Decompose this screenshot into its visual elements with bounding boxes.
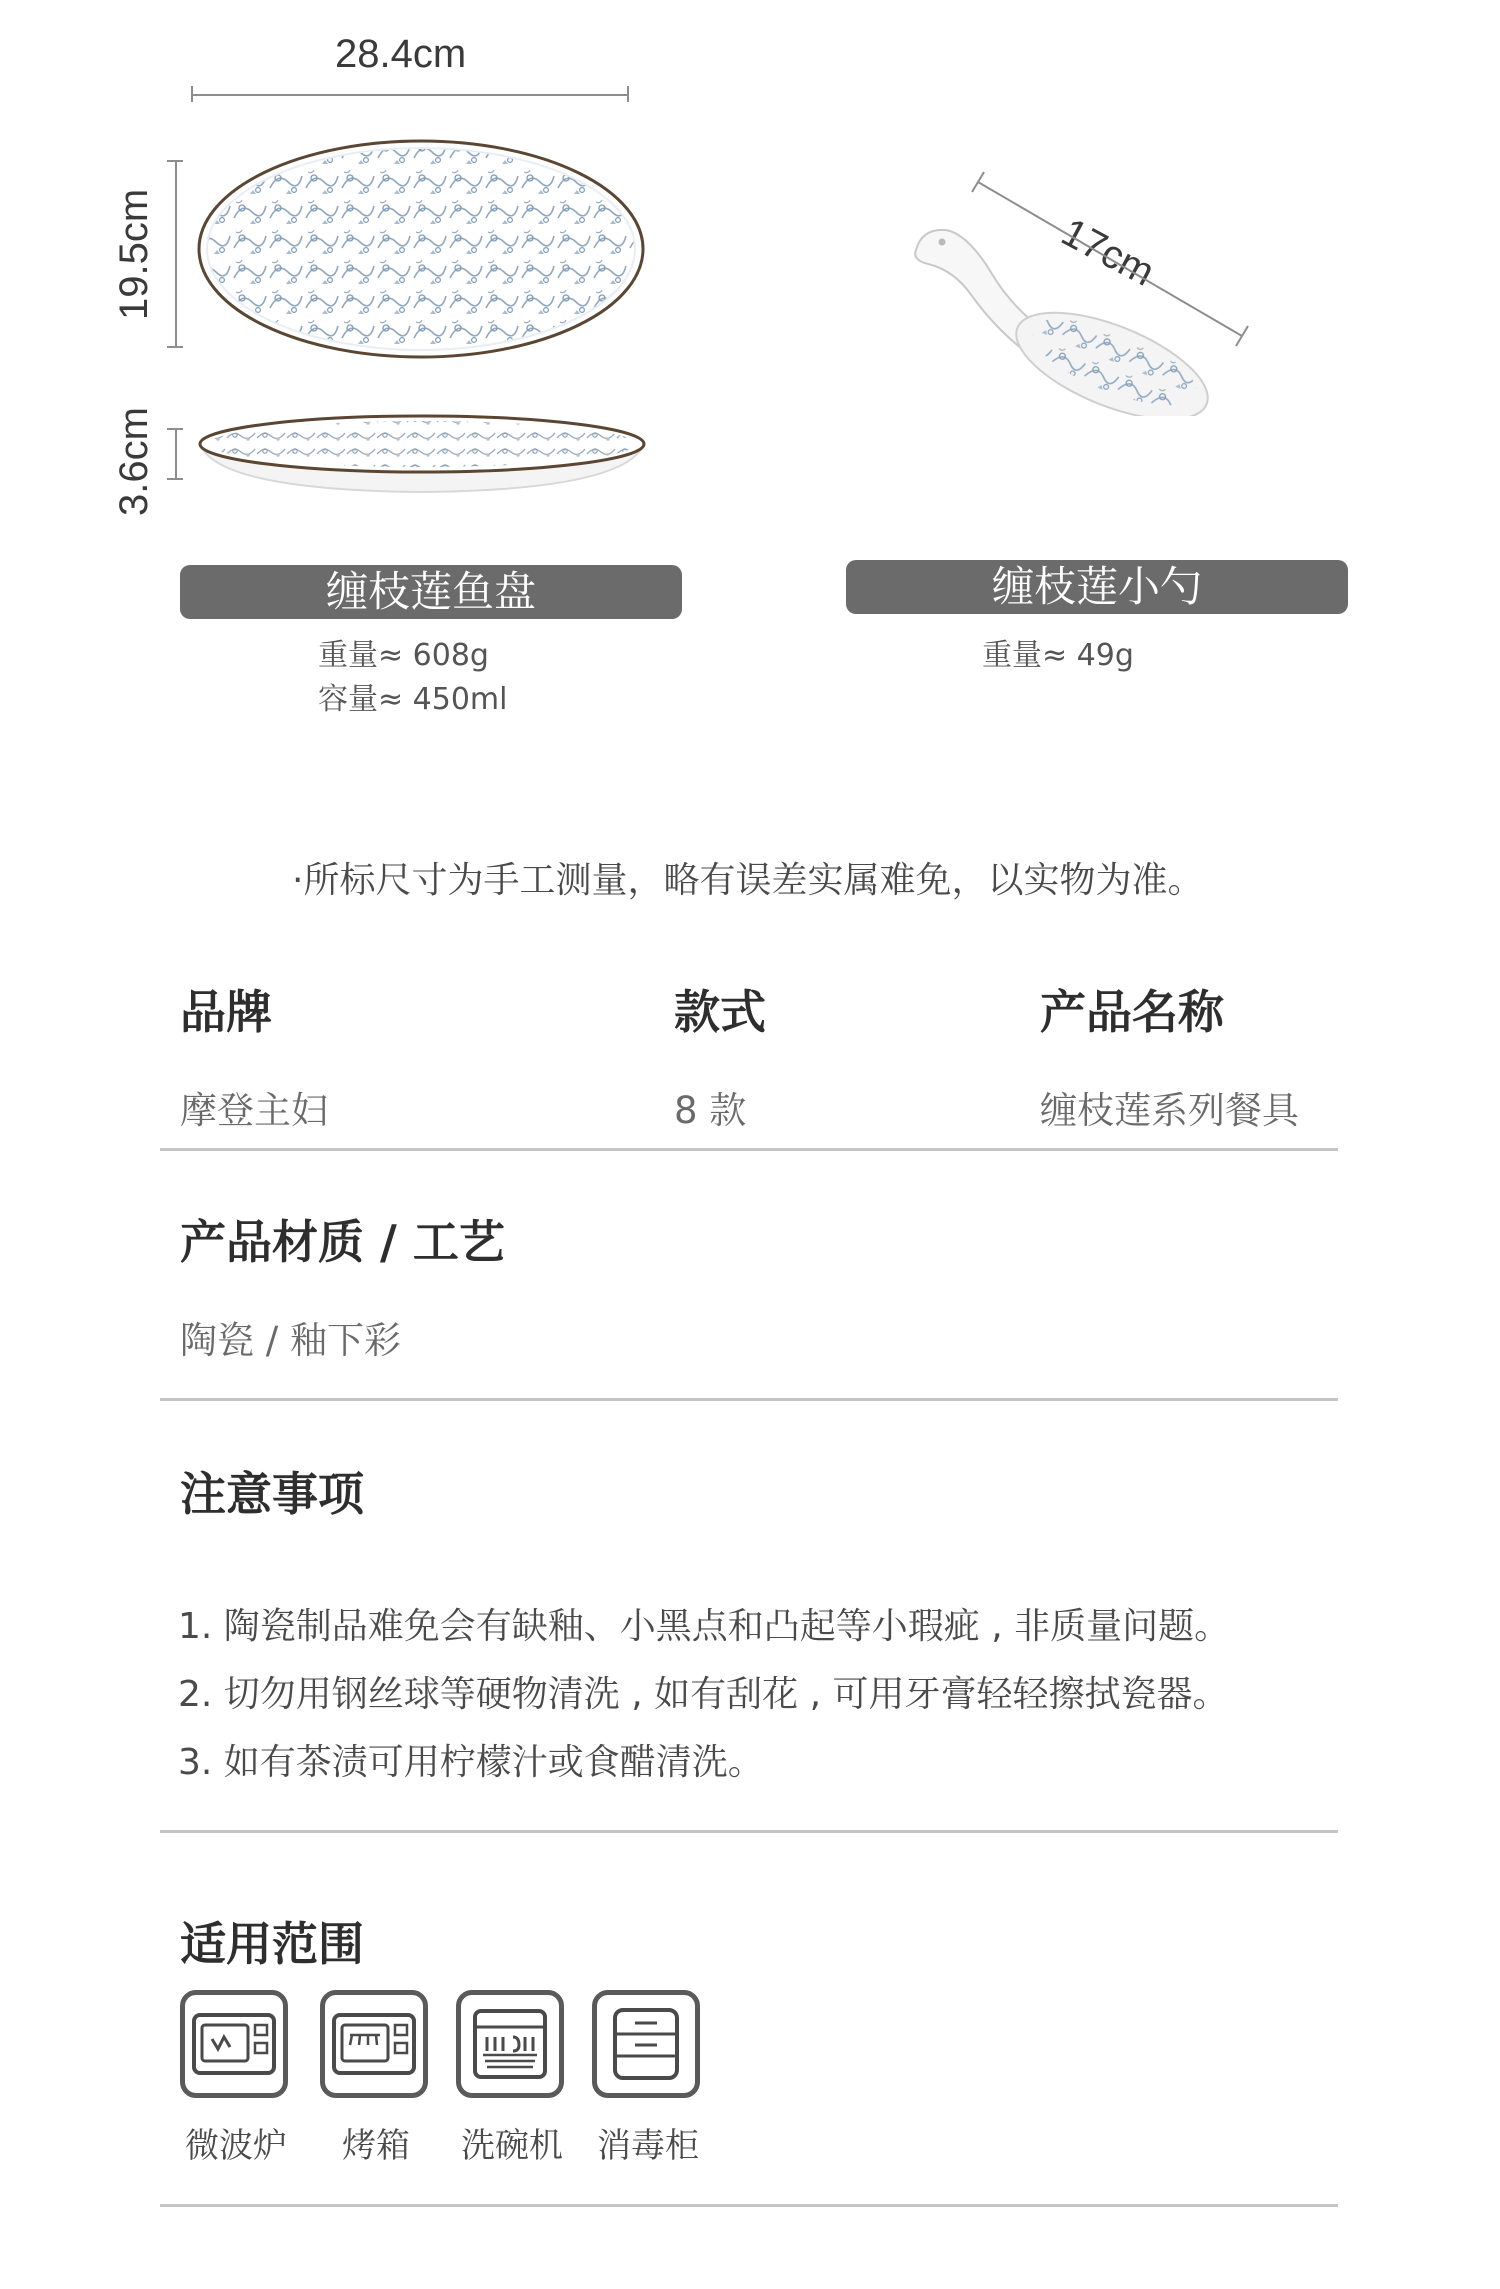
divider <box>160 1398 1338 1401</box>
dishwasher-icon <box>456 1990 564 2098</box>
material-value: 陶瓷 / 釉下彩 <box>180 1319 401 1362</box>
caution-item: 2. 切勿用钢丝球等硬物清洗 , 如有刮花 , 可用牙膏轻轻擦拭瓷器。 <box>178 1674 1229 1715</box>
usage-label: 洗碗机 <box>461 2126 563 2166</box>
caution-item: 3. 如有茶渍可用柠檬汁或食醋清洗。 <box>178 1742 764 1783</box>
spoon-image <box>910 216 1230 416</box>
plate-name-pill: 缠枝莲鱼盘 <box>180 565 682 619</box>
spoon-length-label: 17cm <box>1054 210 1162 295</box>
usage-item-oven <box>320 1990 432 2166</box>
divider <box>160 2204 1338 2207</box>
spoon-weight: 重量≈ 49g <box>982 638 1134 673</box>
caution-item: 1. 陶瓷制品难免会有缺釉、小黑点和凸起等小瑕疵 , 非质量问题。 <box>178 1606 1231 1647</box>
plate-width-line <box>191 94 629 96</box>
usage-label: 烤箱 <box>342 2126 410 2166</box>
plate-height-label: 19.5cm <box>112 188 156 320</box>
plate-depth-label: 3.6cm <box>112 407 156 516</box>
usage-item-microwave <box>180 1990 292 2166</box>
style-value: 8 款 <box>674 1089 747 1132</box>
oven-icon <box>320 1990 428 2098</box>
divider <box>160 1148 1338 1151</box>
plate-top-view-image <box>196 138 646 360</box>
material-title: 产品材质 / 工艺 <box>180 1215 505 1269</box>
divider <box>160 1830 1338 1833</box>
brand-value: 摩登主妇 <box>180 1089 328 1132</box>
measurement-note: ·所标尺寸为手工测量，略有误差实属难免，以实物为准。 <box>292 860 1204 901</box>
usage-label: 微波炉 <box>185 2126 287 2166</box>
usage-item-dishwasher <box>456 1990 568 2166</box>
plate-capacity: 容量≈ 450ml <box>318 682 508 717</box>
plate-depth-line <box>175 428 177 480</box>
plate-side-view-image <box>196 412 648 502</box>
usage-title: 适用范围 <box>180 1917 364 1971</box>
plate-height-line <box>175 160 177 348</box>
sterilizer-cabinet-icon <box>592 1990 700 2098</box>
spoon-name-pill: 缠枝莲小勺 <box>846 560 1348 614</box>
product-name-title: 产品名称 <box>1040 985 1224 1039</box>
usage-item-sterilizer <box>592 1990 704 2166</box>
caution-title: 注意事项 <box>180 1467 364 1521</box>
product-name-value: 缠枝莲系列餐具 <box>1040 1089 1299 1132</box>
plate-width-label: 28.4cm <box>335 32 467 76</box>
style-title: 款式 <box>674 985 766 1039</box>
plate-weight: 重量≈ 608g <box>318 638 489 673</box>
usage-label: 消毒柜 <box>597 2126 699 2166</box>
microwave-icon <box>180 1990 288 2098</box>
brand-title: 品牌 <box>180 985 272 1039</box>
